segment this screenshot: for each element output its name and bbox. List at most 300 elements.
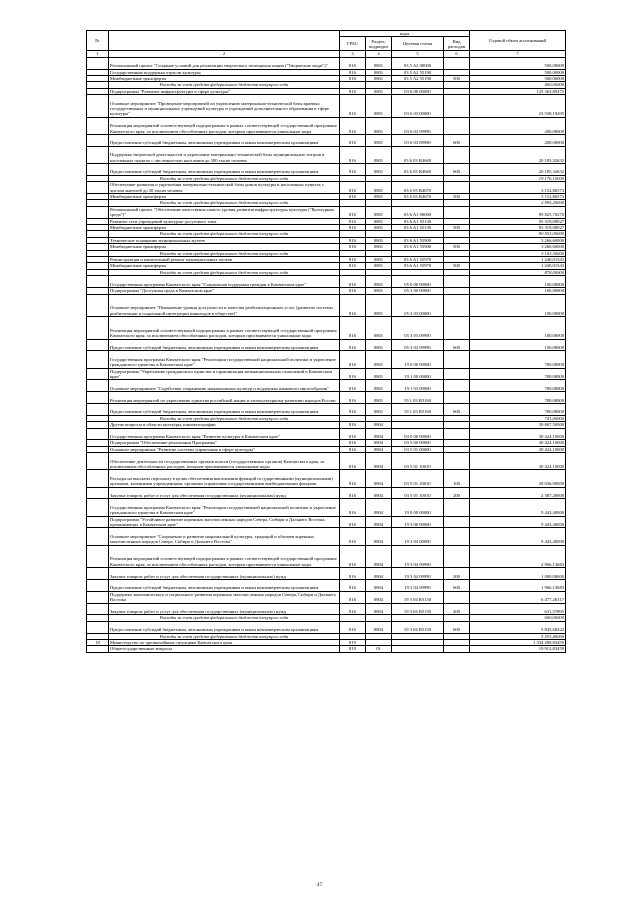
col-num-7: 7 xyxy=(470,51,566,57)
row-amount: 2 387,20000 xyxy=(470,487,566,499)
row-amount: 500,00000 xyxy=(470,57,566,69)
row-name: Основное мероприятие "Сохранение и развитие национальной культуры, традиций и обычаев коренных малочисленных народов Севера, Сибири и Дальнего Востока" xyxy=(109,528,340,545)
row-name: Предоставление субсидий бюджетным, автономным учреждениям и иным некоммерческим организациям xyxy=(109,164,340,176)
row-grbs: 816 xyxy=(340,516,366,528)
row-number xyxy=(87,380,109,392)
row-celevaya: 03 5 A2 55190 xyxy=(392,76,444,82)
row-celevaya: 03 5 01 00000 xyxy=(392,446,444,452)
row-grbs: 819 xyxy=(340,640,366,646)
row-grbs: 816 xyxy=(340,591,366,603)
row-grbs: 816 xyxy=(340,580,366,592)
row-amount: 3 152,86573 xyxy=(470,182,566,194)
table-row xyxy=(87,404,566,416)
row-name: Подпрограмма "Устойчивое развитие коренных малочисленных народов Севера, Сибири и Дальнего Востока, проживающих в Камчатском крае" xyxy=(109,516,340,528)
row-razdel: 0801 xyxy=(366,237,392,243)
row-amount: 9 443,40000 xyxy=(470,528,566,545)
row-celevaya: 03 5 01 10010 xyxy=(392,453,444,470)
row-celevaya: 05 3 03 09990 xyxy=(392,317,444,340)
row-celevaya: 05 0 00 00000 xyxy=(392,276,444,288)
row-vid xyxy=(444,146,470,163)
table-row xyxy=(87,516,566,528)
row-vid xyxy=(444,528,470,545)
row-celevaya: 03 6 03 R4660 xyxy=(392,164,444,176)
row-number xyxy=(87,516,109,528)
row-name: Межбюджетные трансферты xyxy=(109,194,340,200)
row-grbs: 816 xyxy=(340,545,366,568)
row-amount: 9 443,40000 xyxy=(470,516,566,528)
row-number xyxy=(87,487,109,499)
table-row xyxy=(87,428,566,440)
row-celevaya: 03 6 A1 55130 xyxy=(392,218,444,224)
row-razdel: 0801 xyxy=(366,117,392,134)
row-grbs: 816 xyxy=(340,453,366,470)
row-razdel: 0801 xyxy=(366,69,392,75)
row-name: Обеспечение деятельности государственных органов власти (государственных органов) Камчатского края, за исключением обособленных расходов, которым присваиваются уникальные коды xyxy=(109,453,340,470)
row-number xyxy=(87,392,109,404)
row-amount: 878,00000 xyxy=(470,269,566,275)
row-name: Общегосударственные вопросы xyxy=(109,646,340,652)
row-name: Подпрограмма "Укрепление гражданского единства и гармонизация межнациональных отношений в Камчатском крае" xyxy=(109,368,340,380)
row-grbs: 816 xyxy=(340,206,366,218)
row-celevaya: 03 6 A1 55970 xyxy=(392,257,444,263)
row-number xyxy=(87,276,109,288)
row-celevaya: 03 5 A2 55190 xyxy=(392,69,444,75)
row-number xyxy=(87,164,109,176)
col-num-6: 6 xyxy=(444,51,470,57)
table-row xyxy=(87,603,566,615)
row-vid xyxy=(444,351,470,368)
row-name: Предоставление субсидий бюджетным, автономным учреждениям и иным некоммерческим организациям xyxy=(109,621,340,633)
row-razdel: 0801 xyxy=(366,368,392,380)
row-number xyxy=(87,404,109,416)
row-amount: 20 185,32632 xyxy=(470,146,566,163)
row-name: Региональный проект "Обеспечение качественно нового уровня развития инфраструктуры культуры ("Культурная среда")" xyxy=(109,206,340,218)
row-vid xyxy=(444,317,470,340)
budget-table xyxy=(86,30,566,653)
row-celevaya: 19 3 04 R5150 xyxy=(392,603,444,615)
row-amount: 30 424,10000 xyxy=(470,446,566,452)
row-celevaya: 03 6 03 00000 xyxy=(392,95,444,118)
row-name: Закупка товаров, работ и услуг для обеспечения государственных (муниципальных) нужд xyxy=(109,568,340,580)
row-razdel: 0801 xyxy=(366,294,392,317)
row-amount: 3 103,30000 xyxy=(470,250,566,256)
table-row xyxy=(87,621,566,633)
row-razdel: 0801 xyxy=(366,194,392,200)
row-amount: 30 424,10000 xyxy=(470,453,566,470)
row-amount: 780,00000 xyxy=(470,404,566,416)
row-name: Техническое оснащение муниципальных музеев xyxy=(109,237,340,243)
row-vid xyxy=(444,591,470,603)
row-amount: 500,00000 xyxy=(470,69,566,75)
row-grbs: 816 xyxy=(340,69,366,75)
row-name: Подпрограмма "Обеспечение реализации Программы" xyxy=(109,440,340,446)
row-celevaya: 03 6 A1 55900 xyxy=(392,244,444,250)
row-number xyxy=(87,646,109,652)
row-grbs: 816 xyxy=(340,428,366,440)
row-vid: 500 xyxy=(444,263,470,269)
table-row xyxy=(87,487,566,499)
row-amount: 1 334 288,83459 xyxy=(470,640,566,646)
row-celevaya: 03 5 A2 00000 xyxy=(392,57,444,69)
row-grbs: 816 xyxy=(340,218,366,224)
row-grbs: 816 xyxy=(340,317,366,340)
row-name: Расходы за счет средств федерального бюджета текущего года xyxy=(109,633,340,639)
row-name: Реализация мероприятий соответствующей подпрограммы в рамках соответствующей государственной программы Камчатского края, за исключением обособленных расходов, которым присваиваются уникальные коды xyxy=(109,117,340,134)
row-razdel: 0804 xyxy=(366,487,392,499)
row-razdel: 0801 xyxy=(366,88,392,94)
row-razdel: 0804 xyxy=(366,591,392,603)
row-vid: 600 xyxy=(444,164,470,176)
row-razdel: 0804 xyxy=(366,446,392,452)
row-grbs: 816 xyxy=(340,244,366,250)
row-grbs: 816 xyxy=(340,257,366,263)
row-razdel: 0804 xyxy=(366,603,392,615)
row-grbs: 816 xyxy=(340,392,366,404)
row-number xyxy=(87,339,109,351)
row-razdel: 0804 xyxy=(366,580,392,592)
table-row xyxy=(87,591,566,603)
budget-table-sheet xyxy=(86,30,565,653)
row-amount: 3 266,60000 xyxy=(470,244,566,250)
row-amount: 200,00000 xyxy=(470,117,566,134)
row-vid: 600 xyxy=(444,135,470,147)
row-celevaya: 03 5 00 00000 xyxy=(392,440,444,446)
row-amount: 19 176,10000 xyxy=(470,175,566,181)
row-razdel: 0804 xyxy=(366,528,392,545)
row-number xyxy=(87,117,109,134)
row-razdel: 0801 xyxy=(366,95,392,118)
row-celevaya: 19 0 00 00000 xyxy=(392,499,444,516)
row-amount: 100,00000 xyxy=(470,339,566,351)
row-number xyxy=(87,568,109,580)
row-celevaya: 19 3 04 09990 xyxy=(392,580,444,592)
row-amount: 100,00000 xyxy=(470,317,566,340)
table-row xyxy=(87,580,566,592)
row-amount: 741,00000 xyxy=(470,415,566,421)
row-grbs: 816 xyxy=(340,621,366,633)
row-name: Основное мероприятие "Повышение уровня доступности и качества реабилитационных услуг (развитие системы реабилитации и социальной интеграции инвалидов в обществе)" xyxy=(109,294,340,317)
row-amount: 100,00000 xyxy=(470,294,566,317)
row-number xyxy=(87,580,109,592)
row-grbs: 816 xyxy=(340,135,366,147)
row-celevaya: 19 3 04 09990 xyxy=(392,545,444,568)
row-amount: 95 319,08927 xyxy=(470,225,566,231)
row-grbs: 816 xyxy=(340,164,366,176)
col-num-2: 2 xyxy=(109,51,340,57)
table-row xyxy=(87,135,566,147)
row-razdel: 0804 xyxy=(366,545,392,568)
row-grbs: 819 xyxy=(340,646,366,652)
row-vid xyxy=(444,428,470,440)
row-celevaya: 03 6 00 00000 xyxy=(392,88,444,94)
row-amount: 30 424,10000 xyxy=(470,428,566,440)
row-vid: 600 xyxy=(444,339,470,351)
row-razdel: 0804 xyxy=(366,499,392,516)
row-celevaya: 19 0 00 00000 xyxy=(392,351,444,368)
row-number xyxy=(87,603,109,615)
row-celevaya: 03 5 01 10010 xyxy=(392,470,444,487)
row-grbs: 816 xyxy=(340,182,366,194)
col-vid-header: Вид расходов xyxy=(444,37,470,51)
row-amount: 20 185,32632 xyxy=(470,164,566,176)
col-grbs-header: ГРБС xyxy=(340,37,366,51)
row-amount: 631,57895 xyxy=(470,603,566,615)
row-vid: 600 xyxy=(444,621,470,633)
row-razdel: 0801 xyxy=(366,351,392,368)
row-amount: 99 825,70270 xyxy=(470,206,566,218)
row-number xyxy=(87,368,109,380)
row-name: Расходы за счет средств федерального бюджета текущего года xyxy=(109,231,340,237)
row-razdel: 01 xyxy=(366,646,392,652)
row-grbs: 816 xyxy=(340,380,366,392)
row-razdel: 0804 xyxy=(366,470,392,487)
row-amount: 100,00000 xyxy=(470,288,566,294)
col-num-1: 1 xyxy=(87,51,109,57)
row-vid: 600 xyxy=(444,580,470,592)
codes-header: коды xyxy=(340,31,470,37)
row-name: Реконструкция и капитальный ремонт муниципальных музеев xyxy=(109,257,340,263)
row-amount: 5 553,40000 xyxy=(470,633,566,639)
row-celevaya: 19 3 04 R5150 xyxy=(392,621,444,633)
row-vid xyxy=(444,392,470,404)
row-number xyxy=(87,294,109,317)
page-number: 47 xyxy=(316,882,323,888)
row-number xyxy=(87,470,109,487)
row-razdel: 0801 xyxy=(366,218,392,224)
row-name: Предоставление субсидий бюджетным, автономным учреждениям и иным некоммерческим организациям xyxy=(109,404,340,416)
row-name: Государственная программа Камчатского края "Реализация государственной национальной политики и укрепление гражданского единства в Камчатском крае" xyxy=(109,499,340,516)
row-celevaya: 19 3 00 00000 xyxy=(392,516,444,528)
row-vid xyxy=(444,368,470,380)
table-row xyxy=(87,470,566,487)
row-celevaya: 03 6 03 R4670 xyxy=(392,182,444,194)
row-razdel: 0801 xyxy=(366,76,392,82)
table-row xyxy=(87,206,566,218)
row-celevaya: 03 6 03 09990 xyxy=(392,135,444,147)
row-celevaya: 03 6 A1 00000 xyxy=(392,206,444,218)
row-razdel: 0804 xyxy=(366,440,392,446)
row-amount: 1 000,00000 xyxy=(470,568,566,580)
row-amount: 200,00000 xyxy=(470,135,566,147)
row-amount: 1 240,01343 xyxy=(470,257,566,263)
row-amount: 39 867,50000 xyxy=(470,422,566,428)
row-amount: 5 845,68422 xyxy=(470,621,566,633)
row-razdel: 0801 xyxy=(366,263,392,269)
row-amount: 780,00000 xyxy=(470,351,566,368)
row-vid xyxy=(444,516,470,528)
row-grbs: 816 xyxy=(340,276,366,288)
row-grbs: 816 xyxy=(340,470,366,487)
row-razdel: 0801 xyxy=(366,244,392,250)
row-name: Межбюджетные трансферты xyxy=(109,225,340,231)
row-vid xyxy=(444,95,470,118)
row-celevaya: 03 6 03 R4660 xyxy=(392,146,444,163)
row-number xyxy=(87,351,109,368)
row-razdel: 0804 xyxy=(366,516,392,528)
row-amount: 9 443,40000 xyxy=(470,499,566,516)
row-name: Расходы за счет средств федерального бюджета текущего года xyxy=(109,615,340,621)
row-celevaya: 03 5 01 10010 xyxy=(392,487,444,499)
row-celevaya: 19 1 03 R5160 xyxy=(392,392,444,404)
table-row xyxy=(87,499,566,516)
row-vid: 200 xyxy=(444,603,470,615)
row-razdel: 0804 xyxy=(366,428,392,440)
row-number xyxy=(87,57,109,69)
row-vid: 500 xyxy=(444,76,470,82)
row-name: Государственная поддержка отрасли культуры xyxy=(109,69,340,75)
row-amount: 2 995,20000 xyxy=(470,200,566,206)
row-razdel: 0801 xyxy=(366,392,392,404)
row-razdel: 0801 xyxy=(366,182,392,194)
row-name: Расходы за счет средств федерального бюджета текущего года xyxy=(109,250,340,256)
row-name: Расходы за счет средств федерального бюджета текущего года xyxy=(109,175,340,181)
row-name: Расходы за счет средств федерального бюджета текущего года xyxy=(109,200,340,206)
row-grbs: 816 xyxy=(340,487,366,499)
row-vid xyxy=(444,117,470,134)
row-razdel: 0801 xyxy=(366,164,392,176)
row-number xyxy=(87,428,109,440)
row-name: Расходы на выплаты персоналу в целях обеспечения выполнения функций государственными (муниципальными) органами, казенными учреждениями, органами управления государственными внебюджетными фондами xyxy=(109,470,340,487)
row-celevaya xyxy=(392,646,444,652)
row-name: Реализация мероприятий по укреплению единства российской нации и этнокультурному развитию народов России xyxy=(109,392,340,404)
row-grbs: 816 xyxy=(340,263,366,269)
row-name: Межбюджетные трансферты xyxy=(109,263,340,269)
table-row xyxy=(87,57,566,69)
row-number xyxy=(87,621,109,633)
row-grbs: 816 xyxy=(340,528,366,545)
row-celevaya: 19 3 04 00000 xyxy=(392,528,444,545)
row-razdel: 0801 xyxy=(366,339,392,351)
row-razdel: 0801 xyxy=(366,380,392,392)
col-num-4: 4 xyxy=(366,51,392,57)
row-grbs: 816 xyxy=(340,95,366,118)
row-vid xyxy=(444,646,470,652)
row-vid xyxy=(444,545,470,568)
row-name: Расходы за счет средств федерального бюджета текущего года xyxy=(109,415,340,421)
row-number xyxy=(87,146,109,163)
table-row xyxy=(87,182,566,194)
row-celevaya: 03 6 03 09990 xyxy=(392,117,444,134)
row-grbs: 816 xyxy=(340,351,366,368)
row-vid: 500 xyxy=(444,225,470,231)
row-number xyxy=(87,499,109,516)
table-row xyxy=(87,528,566,545)
col-amount-header: Годовой объем ассигнований xyxy=(470,31,566,51)
row-amount: 125 363,89475 xyxy=(470,88,566,94)
row-number xyxy=(87,135,109,147)
row-amount: 600,00000 xyxy=(470,615,566,621)
table-row xyxy=(87,351,566,368)
row-name: Государственная программа Камчатского края "Реализация государственной национальной политики и укрепление гражданского единства в Камчатском крае" xyxy=(109,351,340,368)
table-row xyxy=(87,380,566,392)
row-name: Реализация мероприятий соответствующей подпрограммы в рамках соответствующей государственной программы Камчатского края, за исключением обособленных расходов, которым присваиваются уникальные коды xyxy=(109,545,340,568)
row-number xyxy=(87,182,109,194)
row-grbs: 816 xyxy=(340,225,366,231)
row-number xyxy=(87,317,109,340)
row-name: Расходы за счет средств федерального бюджета текущего года xyxy=(109,269,340,275)
row-amount: 95 319,08927 xyxy=(470,218,566,224)
table-row xyxy=(87,646,566,652)
row-name: Подпрограмма "Развитие инфраструктуры в сфере культуры" xyxy=(109,88,340,94)
row-razdel: 0801 xyxy=(366,276,392,288)
row-celevaya: 03 0 00 00000 xyxy=(392,428,444,440)
table-row xyxy=(87,95,566,118)
row-vid xyxy=(444,294,470,317)
table-row xyxy=(87,146,566,163)
row-amount: 1 240,01343 xyxy=(470,263,566,269)
row-amount: 500,00000 xyxy=(470,76,566,82)
row-celevaya: 03 6 03 R4670 xyxy=(392,194,444,200)
col-num-3: 3 xyxy=(340,51,366,57)
row-grbs: 816 xyxy=(340,194,366,200)
row-razdel: 0801 xyxy=(366,404,392,416)
row-celevaya: 03 6 A1 55130 xyxy=(392,225,444,231)
row-grbs: 816 xyxy=(340,499,366,516)
row-grbs: 816 xyxy=(340,294,366,317)
row-amount: 90 553,00000 xyxy=(470,231,566,237)
row-grbs: 816 xyxy=(340,57,366,69)
row-grbs: 816 xyxy=(340,288,366,294)
row-name: Поддержка экономического и социального развития коренных малочисленных народов Севера, Сибири и Дальнего Востока xyxy=(109,591,340,603)
row-celevaya: 03 6 A1 55900 xyxy=(392,237,444,243)
row-grbs: 816 xyxy=(340,117,366,134)
table-row xyxy=(87,545,566,568)
row-razdel: 0801 xyxy=(366,146,392,163)
row-number xyxy=(87,591,109,603)
table-row xyxy=(87,568,566,580)
row-celevaya: 05 3 00 00000 xyxy=(392,288,444,294)
row-name: Межбюджетные трансферты xyxy=(109,76,340,82)
row-name: Основное мероприятие "Проведение мероприятий по укреплению материально-технической базы краевых государственных и муниципальных учреждений культуры и учреждений дополнительного образования в сфере культуры" xyxy=(109,95,340,118)
row-celevaya: 05 3 03 09990 xyxy=(392,339,444,351)
row-amount: 19 912,83459 xyxy=(470,646,566,652)
row-number xyxy=(87,206,109,218)
row-name: Расходы за счет средств федерального бюджета текущего года xyxy=(109,82,340,88)
row-number: 18 xyxy=(87,640,109,646)
row-amount: 780,00000 xyxy=(470,368,566,380)
row-amount: 780,00000 xyxy=(470,392,566,404)
table-row xyxy=(87,339,566,351)
row-number xyxy=(87,453,109,470)
row-razdel: 0801 xyxy=(366,225,392,231)
row-name: Основное мероприятие "Развитие системы управления в сфере культуры" xyxy=(109,446,340,452)
row-vid: 200 xyxy=(444,487,470,499)
row-razdel: 0804 xyxy=(366,568,392,580)
row-name: Подпрограмма "Доступная среда в Камчатском крае" xyxy=(109,288,340,294)
row-amount: 400,00000 xyxy=(470,82,566,88)
row-name: Основное мероприятие "Содействие сохранению национальных культур и поддержка языкового многообразия" xyxy=(109,380,340,392)
row-amount: 23 538,19205 xyxy=(470,95,566,118)
row-razdel: 0801 xyxy=(366,288,392,294)
row-celevaya: 05 3 03 00000 xyxy=(392,294,444,317)
row-amount: 28 036,90000 xyxy=(470,470,566,487)
table-row xyxy=(87,317,566,340)
row-razdel: 0801 xyxy=(366,135,392,147)
row-grbs: 816 xyxy=(340,76,366,82)
row-grbs: 816 xyxy=(340,440,366,446)
row-vid xyxy=(444,206,470,218)
row-vid xyxy=(444,276,470,288)
row-razdel: 0804 xyxy=(366,621,392,633)
row-celevaya: 19 1 00 00000 xyxy=(392,368,444,380)
row-razdel: 0801 xyxy=(366,317,392,340)
row-vid xyxy=(444,57,470,69)
row-name: Предоставление субсидий бюджетным, автономным учреждениям и иным некоммерческим организациям xyxy=(109,339,340,351)
row-number xyxy=(87,528,109,545)
row-razdel: 0804 xyxy=(366,422,392,428)
table-row xyxy=(87,117,566,134)
row-celevaya: 19 1 03 00000 xyxy=(392,380,444,392)
